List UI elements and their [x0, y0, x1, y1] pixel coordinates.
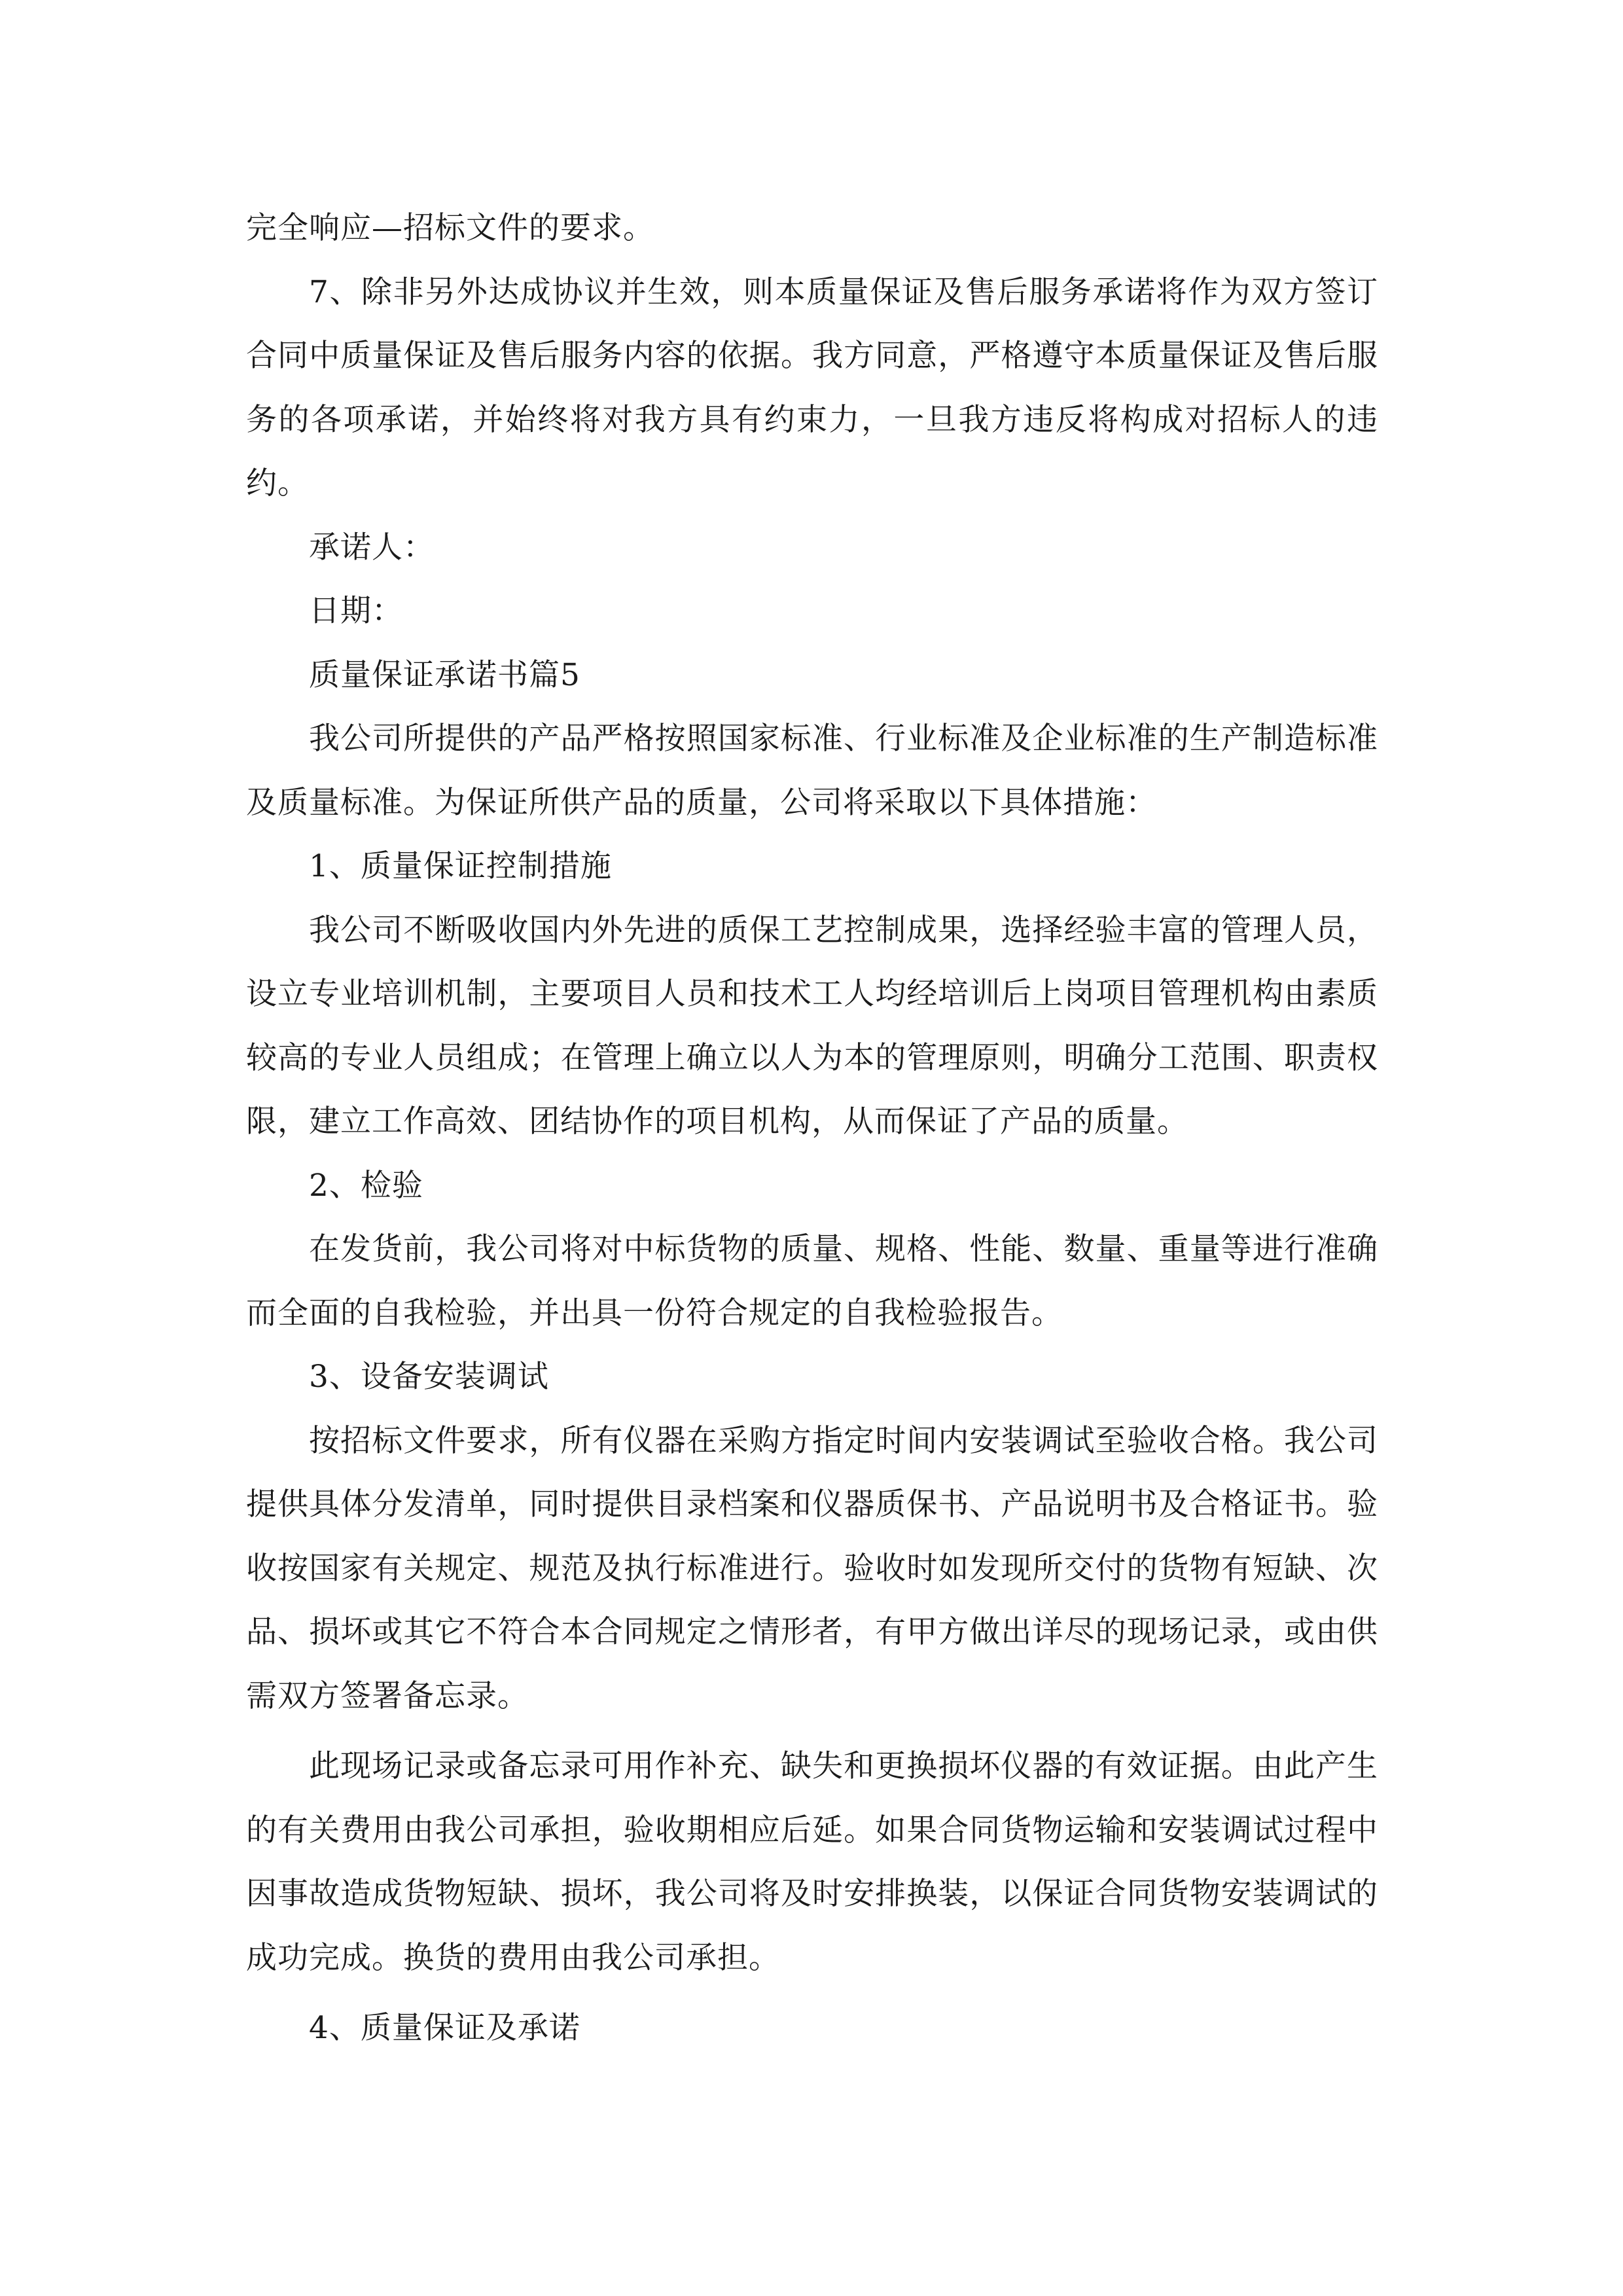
- paragraph-quality-control: 我公司不断吸收国内外先进的质保工艺控制成果，选择经验丰富的管理人员，设立专业培训机制，主要项目人员和技术工人均经培训后上岗项目管理机构由素质较高的专业人员组成；在管理上确立以人为本的管理原则，明确分工范围、职责权限，建立工作高效、团结协作的项目机构，从而保证了产品的质量。: [246, 912, 1378, 1139]
- paragraph-evidence: 此现场记录或备忘录可用作补充、缺失和更换损坏仪器的有效证据。由此产生的有关费用由我公司承担，验收期相应后延。如果合同货物运输和安装调试过程中因事故造成货物短缺、损坏，我公司将及时安排换装，以保证合同货物安装调试的成功完成。换货的费用由我公司承担。: [246, 1748, 1378, 1976]
- heading-quality-control: 1、质量保证控制措施: [309, 848, 612, 884]
- section-title: 质量保证承诺书篇5: [309, 656, 580, 693]
- heading-quality-promise: 4、质量保证及承诺: [309, 2010, 580, 2046]
- date-label: 日期：: [309, 593, 403, 629]
- document-body: [246, 196, 1378, 2060]
- paragraph-inspection: 在发货前，我公司将对中标货物的质量、规格、性能、数量、重量等进行准确而全面的自我检验，并出具一份符合规定的自我检验报告。: [246, 1231, 1378, 1331]
- paragraph-continuation: 完全响应—招标文件的要求。: [246, 210, 654, 246]
- heading-inspection: 2、检验: [309, 1167, 423, 1204]
- paragraph-clause-7: 7、除非另外达成协议并生效，则本质量保证及售后服务承诺将作为双方签订合同中质量保证及售后服务内容的依据。我方同意，严格遵守本质量保证及售后服务的各项承诺，并始终将对我方具有约束力，一旦我方违反将构成对招标人的违约。: [246, 274, 1378, 501]
- heading-installation: 3、设备安装调试: [309, 1359, 549, 1395]
- paragraph-installation: 按招标文件要求，所有仪器在采购方指定时间内安装调试至验收合格。我公司提供具体分发清单，同时提供目录档案和仪器质保书、产品说明书及合格证书。验收按国家有关规定、规范及执行标准进行。验收时如发现所交付的货物有短缺、次品、损坏或其它不符合本合同规定之情形者，有甲方做出详尽的现场记录，或由供需双方签署备忘录。: [246, 1422, 1378, 1714]
- paragraph-intro: 我公司所提供的产品严格按照国家标准、行业标准及企业标准的生产制造标准及质量标准。为保证所供产品的质量，公司将采取以下具体措施：: [246, 721, 1378, 821]
- promisor-label: 承诺人：: [309, 529, 435, 565]
